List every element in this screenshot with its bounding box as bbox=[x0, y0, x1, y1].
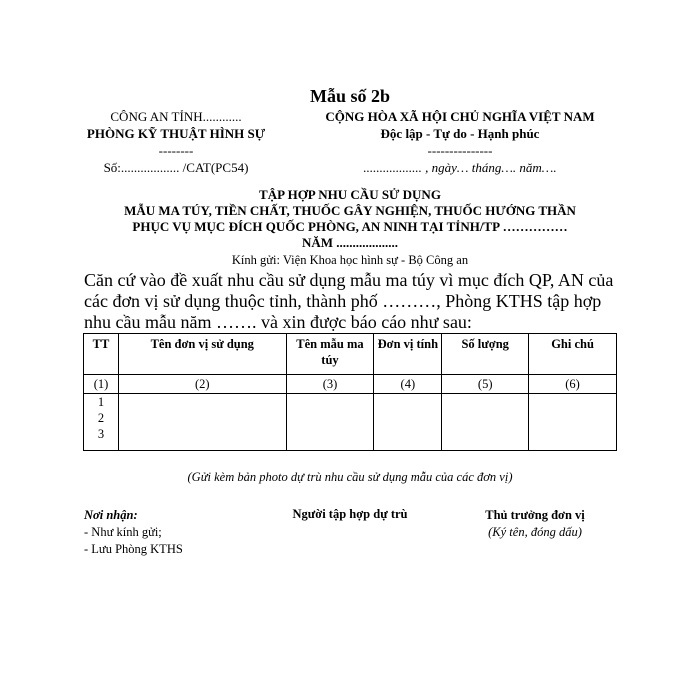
column-number: (1) bbox=[84, 375, 119, 394]
row-number: 1 bbox=[97, 395, 105, 409]
table-row bbox=[84, 394, 617, 451]
table-header-row bbox=[84, 334, 617, 375]
empty-cell[interactable] bbox=[374, 394, 442, 451]
header-notes: Ghi chú bbox=[529, 334, 617, 375]
row-numbers-cell bbox=[84, 394, 119, 451]
header-unit-name: Tên đơn vị sử dụng bbox=[118, 334, 286, 375]
row-number: 3 bbox=[97, 427, 105, 441]
column-number-row bbox=[84, 375, 617, 394]
header-sample-name: Tên mẫu ma túy bbox=[286, 334, 374, 375]
header-quantity: Số lượng bbox=[442, 334, 529, 375]
unit-head-signature bbox=[455, 507, 615, 541]
empty-cell[interactable] bbox=[529, 394, 617, 451]
recipient-item: - Lưu Phòng KTHS bbox=[84, 542, 183, 556]
empty-cell[interactable] bbox=[286, 394, 374, 451]
column-number: (4) bbox=[374, 375, 442, 394]
department-name: PHÒNG KỸ THUẬT HÌNH SỰ bbox=[86, 126, 266, 141]
recipients-block bbox=[84, 507, 183, 558]
demand-table bbox=[83, 333, 617, 451]
national-motto: Độc lập - Tự do - Hạnh phúc bbox=[380, 126, 540, 141]
right-header bbox=[300, 108, 620, 176]
column-number: (6) bbox=[529, 375, 617, 394]
country-name: CỘNG HÒA XÃ HỘI CHỦ NGHĨA VIỆT NAM bbox=[325, 109, 595, 124]
unit-head-title: Thủ trưởng đơn vị bbox=[485, 508, 585, 522]
document-number: Số:.................. /CAT(PC54) bbox=[103, 160, 249, 175]
header-tt: TT bbox=[84, 334, 119, 375]
empty-cell[interactable] bbox=[442, 394, 529, 451]
title-line-1: TẬP HỢP NHU CẦU SỬ DỤNG bbox=[259, 187, 441, 202]
right-separator: --------------- bbox=[427, 143, 493, 158]
recipient-line: Kính gửi: Viện Khoa học hình sự - Bộ Công an bbox=[231, 253, 469, 267]
title-line-2: MẪU MA TÚY, TIỀN CHẤT, THUỐC GÂY NGHIỆN, THUỐC HƯỚNG THẦN bbox=[124, 203, 576, 218]
date-line: .................. , ngày… tháng…. năm…. bbox=[363, 160, 557, 175]
agency-name: CÔNG AN TỈNH............ bbox=[110, 109, 242, 124]
compiler-signature: Người tập hợp dự trù bbox=[292, 507, 408, 521]
recipient-item: - Như kính gửi; bbox=[84, 525, 162, 539]
column-number: (2) bbox=[118, 375, 286, 394]
empty-cell[interactable] bbox=[118, 394, 286, 451]
left-separator: -------- bbox=[158, 143, 194, 158]
form-number: Mẫu số 2b bbox=[309, 86, 390, 106]
left-header bbox=[76, 108, 276, 176]
body-paragraph: Căn cứ vào đề xuất nhu cầu sử dụng mẫu ma túy vì mục đích QP, AN của các đơn vị sử dụng thuộc tỉnh, thành phố ………, Phòng KTHS tập hợp nhu cầu mẫu năm ……. và xin được báo cáo như sau: bbox=[84, 270, 614, 332]
signature-instruction: (Ký tên, đóng dấu) bbox=[488, 525, 582, 539]
title-line-4: NĂM ................... bbox=[301, 235, 399, 250]
column-number: (3) bbox=[286, 375, 374, 394]
title-line-3: PHỤC VỤ MỤC ĐÍCH QUỐC PHÒNG, AN NINH TẠI TỈNH/TP …………… bbox=[132, 219, 568, 234]
recipients-label: Nơi nhận: bbox=[84, 508, 138, 522]
header-measure-unit: Đơn vị tính bbox=[374, 334, 442, 375]
row-number: 2 bbox=[97, 411, 105, 425]
document-title bbox=[60, 187, 640, 251]
attachment-note: (Gửi kèm bản photo dự trù nhu cầu sử dụng mẫu của các đơn vị) bbox=[187, 470, 513, 484]
column-number: (5) bbox=[442, 375, 529, 394]
